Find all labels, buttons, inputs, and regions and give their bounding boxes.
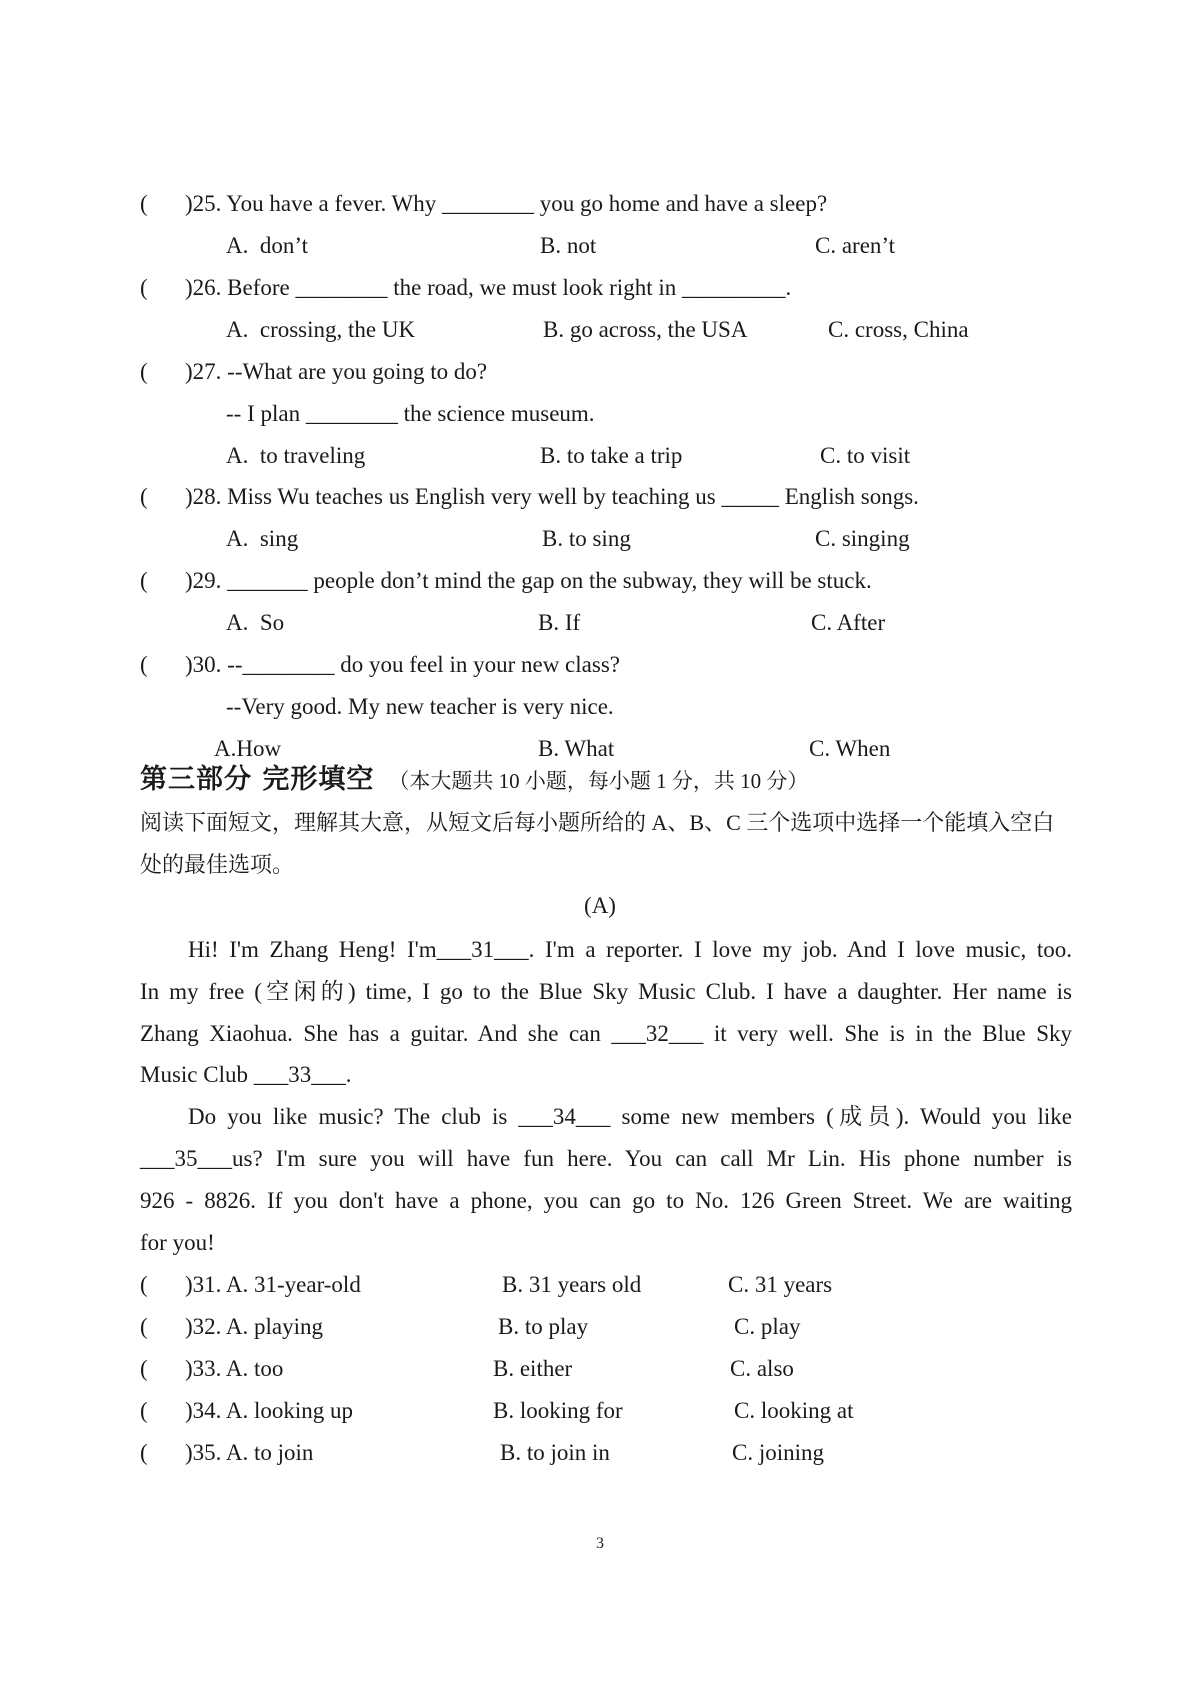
passage-line: ___35___us? I'm sure you will have fun here. You can call Mr Lin. His phone number is	[140, 1146, 1072, 1171]
dialogue-reply: --Very good. My new teacher is very nice.	[226, 694, 614, 719]
answer-paren: (	[140, 1440, 148, 1465]
option-a: A. sing	[226, 526, 299, 551]
question-stem: )32. A. playing	[185, 1314, 323, 1339]
option-b: B. not	[540, 233, 597, 258]
option-c: C. to visit	[820, 443, 911, 468]
answer-paren: (	[140, 1272, 148, 1297]
option-a: A. don’t	[226, 233, 308, 258]
option-c: C. singing	[815, 526, 910, 551]
option-b: B. to join in	[500, 1440, 610, 1465]
answer-paren: (	[140, 1356, 148, 1381]
answer-paren: (	[140, 275, 148, 300]
section-instruction: 阅读下面短文，理解其大意，从短文后每小题所给的 A、B、C 三个选项中选择一个能填入空白处的最佳选项。	[140, 810, 1055, 877]
option-c: C. 31 years	[728, 1272, 833, 1297]
option-b: B. to sing	[542, 526, 631, 551]
passage-line: Hi! I'm Zhang Heng! I'm___31___. I'm a reporter. I love my job. And I love music, too.	[188, 937, 1072, 962]
question-stem: )30. --________ do you feel in your new class?	[185, 652, 620, 677]
question-stem: )34. A. looking up	[185, 1398, 354, 1423]
answer-paren: (	[140, 191, 148, 216]
answer-paren: (	[140, 1314, 148, 1339]
option-b: B. What	[538, 736, 615, 761]
option-b: B. either	[493, 1356, 573, 1381]
option-a: A. to traveling	[226, 443, 366, 468]
answer-paren: (	[140, 568, 148, 593]
passage-line: Zhang Xiaohua. She has a guitar. And she can ___32___ it very well. She is in the Blue Sky	[140, 1021, 1072, 1046]
passage-line: 926 - 8826. If you don't have a phone, you can go to No. 126 Green Street. We are waiting	[140, 1188, 1072, 1213]
question-stem: )28. Miss Wu teaches us English very well by teaching us _____ English songs.	[185, 484, 919, 509]
option-c: C. aren’t	[815, 233, 896, 258]
option-c: C. also	[730, 1356, 794, 1381]
option-a: A. crossing, the UK	[226, 317, 416, 342]
option-c: C. looking at	[734, 1398, 854, 1423]
option-b: B. to take a trip	[540, 443, 683, 468]
answer-paren: (	[140, 652, 148, 677]
question-stem: )26. Before ________ the road, we must look right in _________.	[185, 275, 792, 300]
section-note: （本大题共 10 小题，每小题 1 分，共 10 分）	[388, 769, 809, 793]
section-heading	[140, 763, 808, 798]
option-c: C. joining	[732, 1440, 825, 1465]
passage-line: Do you like music? The club is ___34___ some new members (成员). Would you like	[188, 1104, 1072, 1129]
passage-label: (A)	[584, 893, 616, 918]
option-b: B. to play	[498, 1314, 589, 1339]
question-stem: )33. A. too	[185, 1356, 284, 1381]
option-a: A. So	[226, 610, 285, 635]
answer-paren: (	[140, 359, 148, 384]
question-stem: )27. --What are you going to do?	[185, 359, 488, 384]
option-c: C. cross, China	[828, 317, 969, 342]
question-stem: )35. A. to join	[185, 1440, 314, 1465]
answer-paren: (	[140, 484, 148, 509]
passage-line: Music Club ___33___.	[140, 1062, 352, 1087]
option-c: C. play	[734, 1314, 801, 1339]
option-b: B. looking for	[493, 1398, 623, 1423]
option-c: C. When	[809, 736, 891, 761]
passage-line: for you!	[140, 1230, 215, 1255]
question-stem: )29. _______ people don’t mind the gap on the subway, they will be stuck.	[185, 568, 872, 593]
answer-paren: (	[140, 1398, 148, 1423]
question-stem: )25. You have a fever. Why ________ you go home and have a sleep?	[185, 191, 828, 216]
dialogue-reply: -- I plan ________ the science museum.	[226, 401, 595, 426]
page-number: 3	[596, 1535, 604, 1552]
option-a: A.How	[214, 736, 282, 761]
passage-line: In my free (空闲的) time, I go to the Blue Sky Music Club. I have a daughter. Her name is	[140, 979, 1072, 1004]
option-b: B. If	[538, 610, 581, 635]
option-b: B. go across, the USA	[543, 317, 748, 342]
option-b: B. 31 years old	[502, 1272, 642, 1297]
option-c: C. After	[811, 610, 886, 635]
section-title: 第三部分 完形填空	[140, 764, 375, 795]
question-stem: )31. A. 31-year-old	[185, 1272, 361, 1297]
